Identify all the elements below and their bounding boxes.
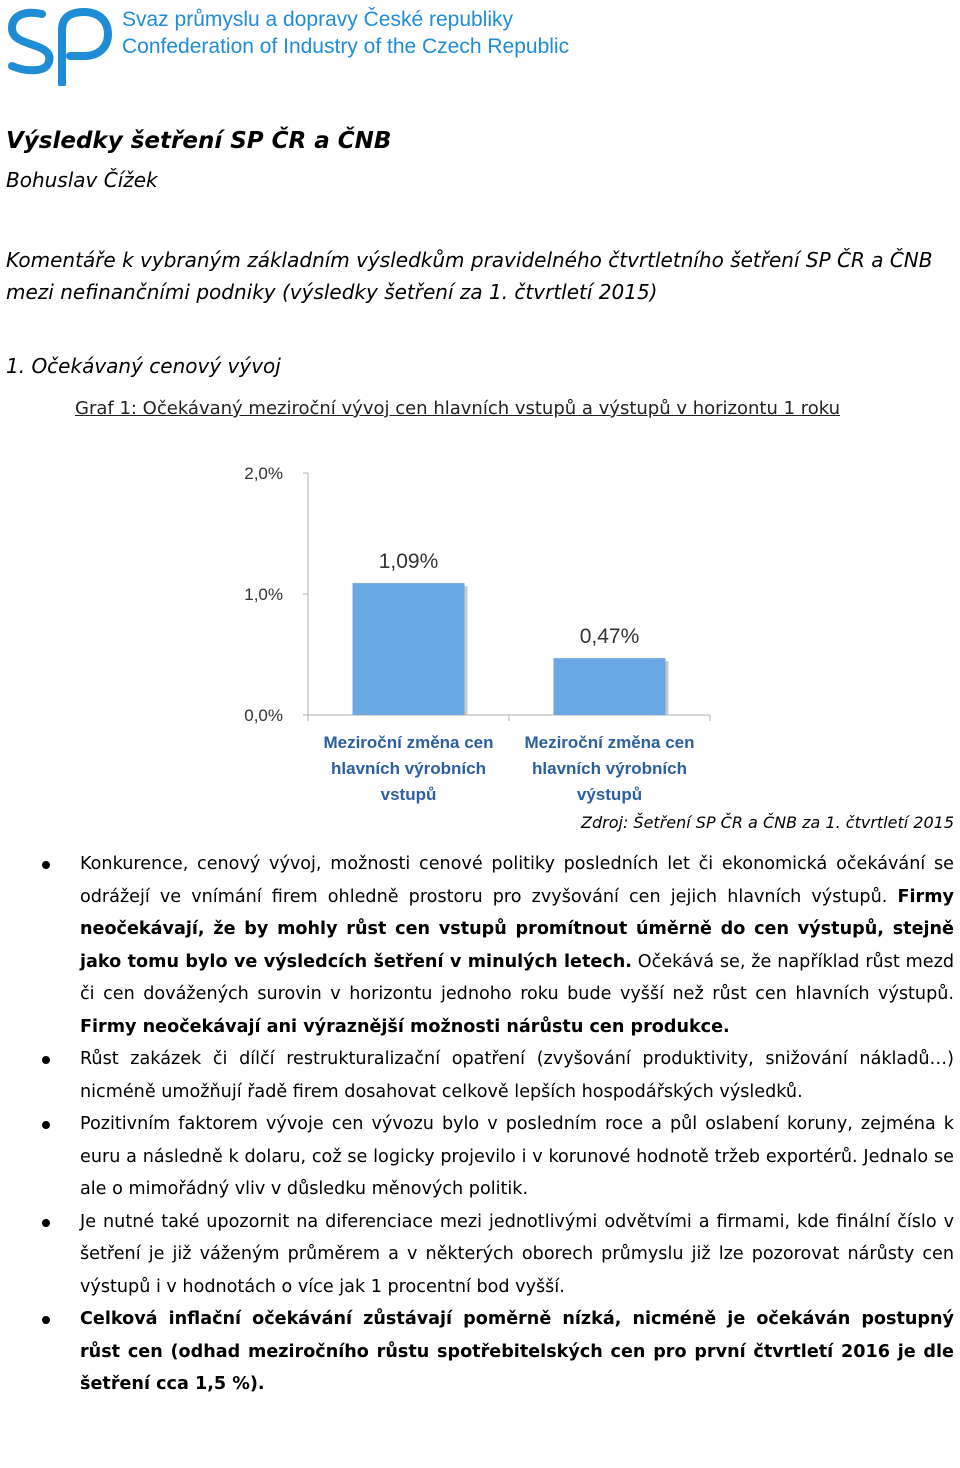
body-text: Je nutné také upozornit na diferenciace mezi jednotlivými odvětvími a firmami, kde finální číslo v šetření je již váženým průměrem a v některých oborech průmyslu již lze pozorovat nárůsty cen výstupů i v hodnotách o více jak 1 procentní bod vyšší. xyxy=(80,1211,954,1297)
bar-value-label: 1,09% xyxy=(378,550,439,574)
bold-text: Firmy neočekávají, že by mohly růst cen vstupů promítnout úměrně do cen výstupů, stejně jako tomu bylo ve výsledcích šetření v minulých letech. xyxy=(80,886,954,972)
price-expectation-chart xyxy=(220,450,740,820)
bullet-dot-icon xyxy=(42,1056,50,1064)
document-author: Bohuslav Čížek xyxy=(6,168,158,192)
bullet-dot-icon xyxy=(42,1121,50,1129)
bold-text: Firmy neočekávají ani výraznější možnosti nárůstu cen produkce. xyxy=(80,1016,730,1037)
bullet-dot-icon xyxy=(42,1219,50,1227)
intro-paragraph: Komentáře k vybraným základním výsledkům pravidelného čtvrtletního šetření SP ČR a ČNB mezi nefinančními podniky (výsledky šetření za 1. čtvrtletí 2015) xyxy=(6,248,933,304)
body-text: Očekává se, že například růst mezd či cen dovážených surovin v horizontu jednoho roku bude vyšší než růst cen hlavních výstupů. xyxy=(80,951,954,1004)
body-text: Růst zakázek či dílčí restrukturalizační opatření (zvyšování produktivity, snižování nákladů…) nicméně umožňují řadě firem dosahovat celkově lepších hospodářských výsledků. xyxy=(80,1049,954,1102)
chart-source: Zdroj: Šetření SP ČR a ČNB za 1. čtvrtletí 2015 xyxy=(581,813,954,832)
body-text: Pozitivním faktorem vývoje cen vývozu bylo v posledním roce a půl oslabení koruny, zejména k euru a následně k dolaru, což se logicky projevilo i v korunové hodnotě tržeb exportérů. Jednalo se ale o mimořádný vliv v důsledku měnových politik. xyxy=(80,1114,954,1199)
bullet-dot-icon xyxy=(42,861,50,869)
bullet-item xyxy=(0,848,960,1043)
document-title: Výsledky šetření SP ČR a ČNB xyxy=(6,128,392,154)
y-tick-label: 2,0% xyxy=(244,464,283,483)
organization-name xyxy=(122,6,569,60)
bullet-item xyxy=(0,1043,960,1108)
bullet-item xyxy=(0,1206,960,1304)
org-name-en: Confederation of Industry of the Czech Republic xyxy=(122,35,570,58)
section-heading: 1. Očekávaný cenový vývoj xyxy=(6,354,281,378)
bar xyxy=(353,583,465,715)
y-tick-label: 0,0% xyxy=(244,706,283,725)
bar-value-label: 0,47% xyxy=(579,625,640,649)
org-name-cz: Svaz průmyslu a dopravy České republiky xyxy=(122,8,514,31)
category-label: Meziroční změna cen hlavních výrobních výstupů xyxy=(524,733,695,804)
y-tick-label: 1,0% xyxy=(244,585,283,604)
bar xyxy=(554,658,666,715)
body-text: Konkurence, cenový vývoj, možnosti cenové politiky posledních let či ekonomická očekávání se odrážejí ve vnímání firem ohledně prostoru pro zvyšování cen jejich hlavních výstupů. xyxy=(80,854,954,907)
bold-text: Celková inflační očekávání zůstávají poměrně nízká, nicméně je očekáván postupný růst cen (odhad meziročního růstu spotřebitelských cen pro první čtvrtletí 2016 je dle šetření cca 1,5 %). xyxy=(80,1309,954,1394)
bullet-item xyxy=(0,1108,960,1206)
graph-caption: Graf 1: Očekávaný meziroční vývoj cen hlavních vstupů a výstupů v horizontu 1 roku xyxy=(75,398,841,419)
bullet-list xyxy=(0,848,960,1401)
bullet-dot-icon xyxy=(42,1316,50,1324)
sp-logo xyxy=(4,4,114,86)
category-label: Meziroční změna cen hlavních výrobních vstupů xyxy=(323,733,494,804)
bullet-item xyxy=(0,1303,960,1401)
